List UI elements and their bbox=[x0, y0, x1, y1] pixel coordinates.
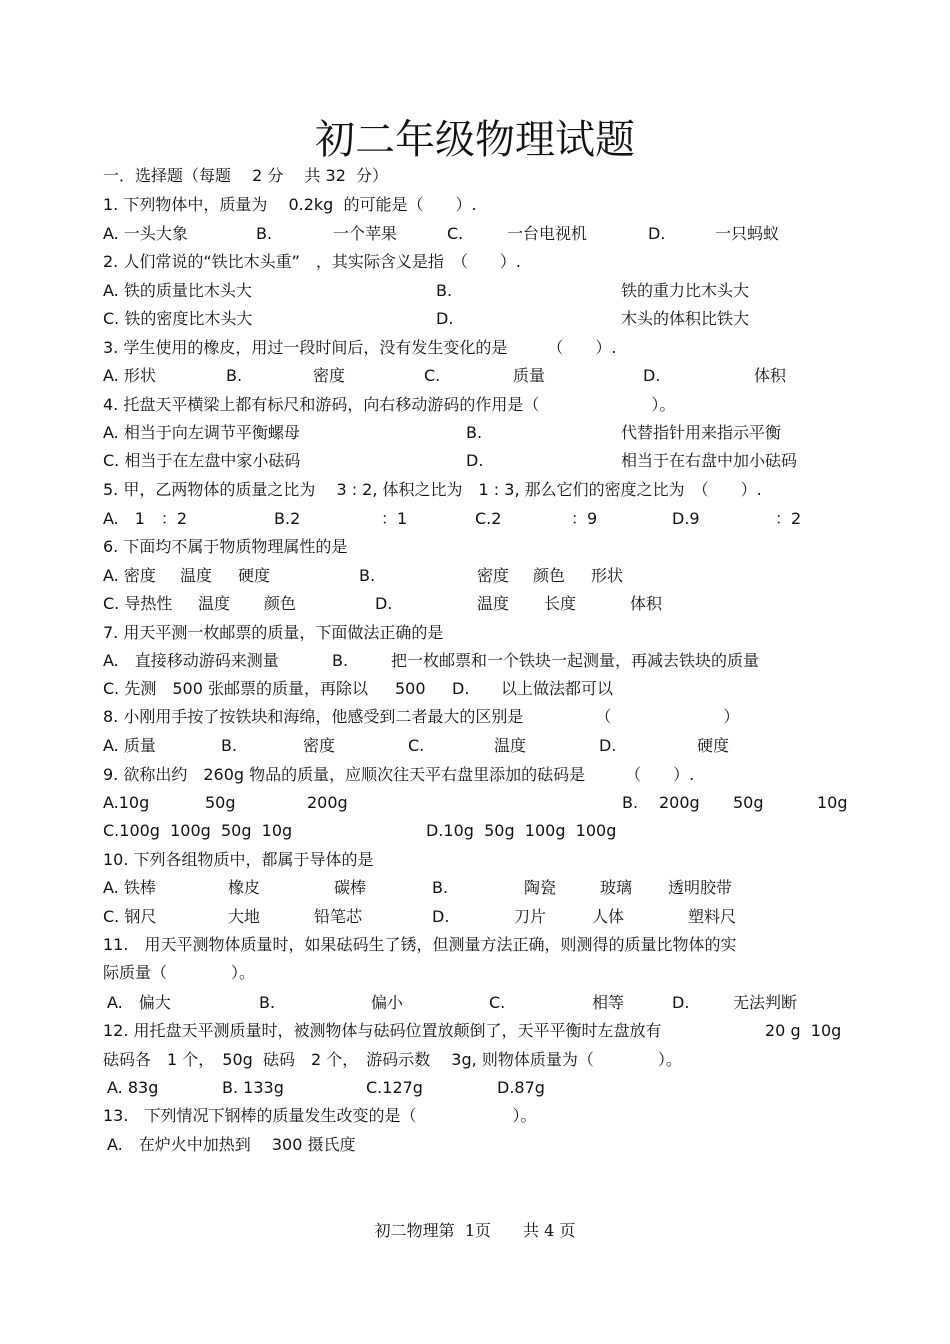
answer-option: ：1 bbox=[381, 509, 408, 528]
answer-option: 密度 bbox=[477, 566, 510, 585]
question-stem-tail: 20 g 10g bbox=[765, 1021, 842, 1040]
answer-option: A. 一头大象 bbox=[103, 224, 188, 243]
question-stem: 8. 小刚用手按了按铁块和海绵，他感受到二者最大的区别是 （ ） bbox=[103, 707, 740, 726]
answer-option: ：9 bbox=[571, 509, 598, 528]
answer-option: B. bbox=[256, 224, 273, 243]
answer-option: 温度 bbox=[198, 594, 231, 613]
answer-option: B. bbox=[436, 281, 453, 300]
answer-option: 50g bbox=[733, 793, 764, 812]
answer-option: B. bbox=[332, 651, 349, 670]
answer-option: A. 在炉火中加热到 300 摄氏度 bbox=[107, 1135, 356, 1154]
answer-option: A.10g bbox=[103, 793, 150, 812]
answer-option: 密度 bbox=[313, 366, 346, 385]
answer-option: C. bbox=[489, 993, 506, 1012]
answer-option: A. 偏大 bbox=[107, 993, 171, 1012]
answer-option: 长度 bbox=[544, 594, 577, 613]
answer-option: D. bbox=[452, 679, 470, 698]
answer-option: 木头的体积比铁大 bbox=[621, 309, 750, 328]
answer-option: 200g bbox=[307, 793, 348, 812]
answer-option: D. bbox=[436, 309, 454, 328]
answer-option: 硬度 bbox=[697, 736, 730, 755]
answer-option: C.100g 100g 50g 10g bbox=[103, 821, 293, 840]
answer-option: 相当于在右盘中加小砝码 bbox=[621, 451, 798, 470]
answer-option: A. 1 ：2 bbox=[103, 509, 188, 528]
answer-option: 无法判断 bbox=[733, 993, 798, 1012]
answer-option: 颜色 bbox=[533, 566, 566, 585]
answer-option: 质量 bbox=[513, 366, 546, 385]
answer-option: B. bbox=[466, 423, 483, 442]
answer-option: D. bbox=[672, 993, 690, 1012]
answer-option: 一只蚂蚁 bbox=[715, 224, 780, 243]
answer-option: 体积 bbox=[754, 366, 787, 385]
question-stem: 11. 用天平测物体质量时，如果砝码生了锈，但测量方法正确，则测得的质量比物体的实 bbox=[103, 935, 737, 954]
answer-option: 以上做法都可以 bbox=[501, 679, 614, 698]
answer-option: D. bbox=[648, 224, 666, 243]
answer-option: C. bbox=[408, 736, 425, 755]
answer-option: 碳棒 bbox=[334, 878, 367, 897]
question-stem: 6. 下面均不属于物质物理属性的是 bbox=[103, 537, 348, 556]
answer-option: A. 铁的质量比木头大 bbox=[103, 281, 252, 300]
question-stem: 3. 学生使用的橡皮，用过一段时间后，没有发生变化的是 （ ）. bbox=[103, 338, 617, 357]
answer-option: C.127g bbox=[366, 1078, 423, 1097]
answer-option: 密度 bbox=[303, 736, 336, 755]
answer-option: C. 钢尺 bbox=[103, 907, 157, 926]
answer-option: A. 83g bbox=[107, 1078, 159, 1097]
answer-option: A. 直接移动游码来测量 bbox=[103, 651, 279, 670]
answer-option: B. bbox=[432, 878, 449, 897]
answer-option: 温度 bbox=[477, 594, 510, 613]
answer-option: 塑料尺 bbox=[688, 907, 737, 926]
question-stem: 4. 托盘天平横梁上都有标尺和游码，向右移动游码的作用是（ ）。 bbox=[103, 395, 676, 414]
answer-option: 硬度 bbox=[238, 566, 271, 585]
answer-option: 玻璃 bbox=[600, 878, 633, 897]
answer-option: D.9 bbox=[672, 509, 700, 528]
answer-option: C. 相当于在左盘中家小砝码 bbox=[103, 451, 301, 470]
question-stem: 12. 用托盘天平测质量时，被测物体与砝码位置放颠倒了，天平平衡时左盘放有 bbox=[103, 1021, 662, 1040]
answer-option: 一台电视机 bbox=[507, 224, 588, 243]
answer-option: C. 导热性 bbox=[103, 594, 173, 613]
answer-option: 50g bbox=[205, 793, 236, 812]
answer-option: 形状 bbox=[591, 566, 624, 585]
answer-option: D. bbox=[643, 366, 661, 385]
answer-option: 温度 bbox=[494, 736, 527, 755]
answer-option: 铁的重力比木头大 bbox=[621, 281, 750, 300]
answer-option: C. bbox=[447, 224, 464, 243]
answer-option: B. bbox=[259, 993, 276, 1012]
answer-option: 代替指针用来指示平衡 bbox=[621, 423, 782, 442]
question-stem: 13. 下列情况下钢棒的质量发生改变的是（ ）。 bbox=[103, 1106, 537, 1125]
answer-option: C. bbox=[424, 366, 441, 385]
answer-option: B. 133g bbox=[222, 1078, 284, 1097]
answer-option: A. 质量 bbox=[103, 736, 156, 755]
answer-option: 刀片 bbox=[514, 907, 547, 926]
question-stem: 1. 下列物体中，质量为 0.2kg 的可能是（ ）. bbox=[103, 195, 477, 214]
answer-option: D.87g bbox=[497, 1078, 545, 1097]
question-stem: 10. 下列各组物质中，都属于导体的是 bbox=[103, 850, 374, 869]
answer-option: A. 形状 bbox=[103, 366, 156, 385]
question-stem: 2. 人们常说的“铁比木头重” ，其实际含义是指 （ ）. bbox=[103, 252, 522, 271]
answer-option: 偏小 bbox=[371, 993, 404, 1012]
answer-option: 橡皮 bbox=[228, 878, 261, 897]
answer-option: 200g bbox=[659, 793, 700, 812]
answer-option: A. 铁棒 bbox=[103, 878, 156, 897]
answer-option: 人体 bbox=[592, 907, 625, 926]
answer-option: 陶瓷 bbox=[524, 878, 557, 897]
answer-option: A. 密度 bbox=[103, 566, 156, 585]
answer-option: 大地 bbox=[228, 907, 261, 926]
answer-option: 颜色 bbox=[264, 594, 297, 613]
question-stem-continued: 际质量（ ）。 bbox=[103, 963, 256, 982]
answer-option: D. bbox=[599, 736, 617, 755]
answer-option: A. 相当于向左调节平衡螺母 bbox=[103, 423, 300, 442]
answer-option: 相等 bbox=[592, 993, 625, 1012]
answer-option: B. bbox=[622, 793, 639, 812]
answer-option: 体积 bbox=[630, 594, 663, 613]
answer-option: B. bbox=[221, 736, 238, 755]
answer-option: D. bbox=[375, 594, 393, 613]
answer-option: 一个苹果 bbox=[333, 224, 398, 243]
answer-option: 铅笔芯 bbox=[314, 907, 363, 926]
answer-option: 把一枚邮票和一个铁块一起测量，再减去铁块的质量 bbox=[391, 651, 760, 670]
answer-option: C. 先测 500 张邮票的质量，再除以 bbox=[103, 679, 368, 698]
question-stem-continued: 砝码各 1 个， 50g 砝码 2 个， 游码示数 3g, 则物体质量为（ ）。 bbox=[103, 1050, 682, 1069]
answer-option: C.2 bbox=[475, 509, 502, 528]
answer-option: 温度 bbox=[180, 566, 213, 585]
answer-option: 500 bbox=[395, 679, 426, 698]
question-stem: 5. 甲，乙两物体的质量之比为 3 : 2, 体积之比为 1 : 3, 那么它们的密度之比为 （ ）. bbox=[103, 480, 762, 499]
answer-option: C. 铁的密度比木头大 bbox=[103, 309, 253, 328]
answer-option: B. bbox=[226, 366, 243, 385]
answer-option: B. bbox=[359, 566, 376, 585]
question-stem: 9. 欲称出约 260g 物品的质量，应顺次往天平右盘里添加的砝码是 （ ）. bbox=[103, 765, 695, 784]
answer-option: ：2 bbox=[775, 509, 802, 528]
answer-option: 10g bbox=[817, 793, 848, 812]
answer-option: B.2 bbox=[274, 509, 301, 528]
answer-option: D.10g 50g 100g 100g bbox=[426, 821, 617, 840]
section-heading: 一．选择题（每题 2 分 共 32 分） bbox=[103, 166, 389, 185]
answer-option: 透明胶带 bbox=[668, 878, 733, 897]
answer-option: D. bbox=[466, 451, 484, 470]
page-footer: 初二物理第 1页 共 4 页 bbox=[374, 1221, 576, 1240]
question-stem: 7. 用天平测一枚邮票的质量，下面做法正确的是 bbox=[103, 623, 444, 642]
page-title: 初二年级物理试题 bbox=[315, 117, 635, 163]
answer-option: D. bbox=[432, 907, 450, 926]
